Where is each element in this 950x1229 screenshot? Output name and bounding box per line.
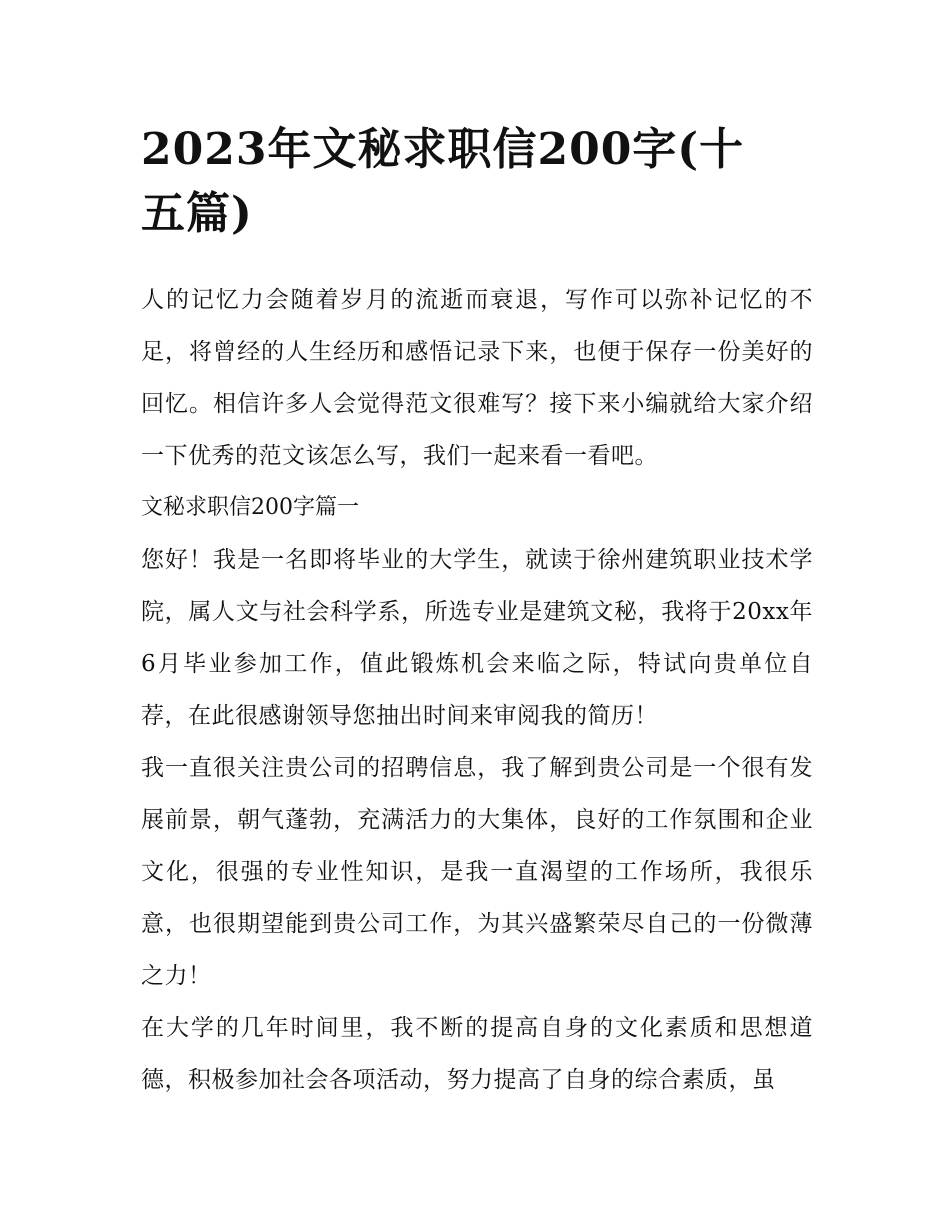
body-paragraph: 在大学的几年时间里，我不断的提高自身的文化素质和思想道德，积极参加社会各项活动，努力提高了自身的综合素质，虽: [141, 1015, 813, 1093]
document-body: [141, 274, 813, 1106]
body-paragraph: 您好！我是一名即将毕业的大学生，就读于徐州建筑职业技术学院，属人文与社会科学系，所选专业是建筑文秘，我将于20xx年6月毕业参加工作，值此锻炼机会来临之际，特试向贵单位自荐，在此很感谢领导您抽出时间来审阅我的简历！: [141, 547, 813, 729]
section-heading: 文秘求职信200字篇一: [141, 495, 359, 520]
document-title: 2023年文秘求职信200字(十五篇): [141, 124, 745, 239]
document-page: [141, 118, 813, 1106]
body-paragraph: 我一直很关注贵公司的招聘信息，我了解到贵公司是一个很有发展前景，朝气蓬勃，充满活力的大集体，良好的工作氛围和企业文化，很强的专业性知识，是我一直渴望的工作场所，我很乐意，也很期望能到贵公司工作，为其兴盛繁荣尽自己的一份微薄之力！: [141, 755, 813, 989]
intro-paragraph: 人的记忆力会随着岁月的流逝而衰退，写作可以弥补记忆的不足，将曾经的人生经历和感悟记录下来，也便于保存一份美好的回忆。相信许多人会觉得范文很难写？接下来小编就给大家介绍一下优秀的范文该怎么写，我们一起来看一看吧。: [141, 287, 813, 469]
